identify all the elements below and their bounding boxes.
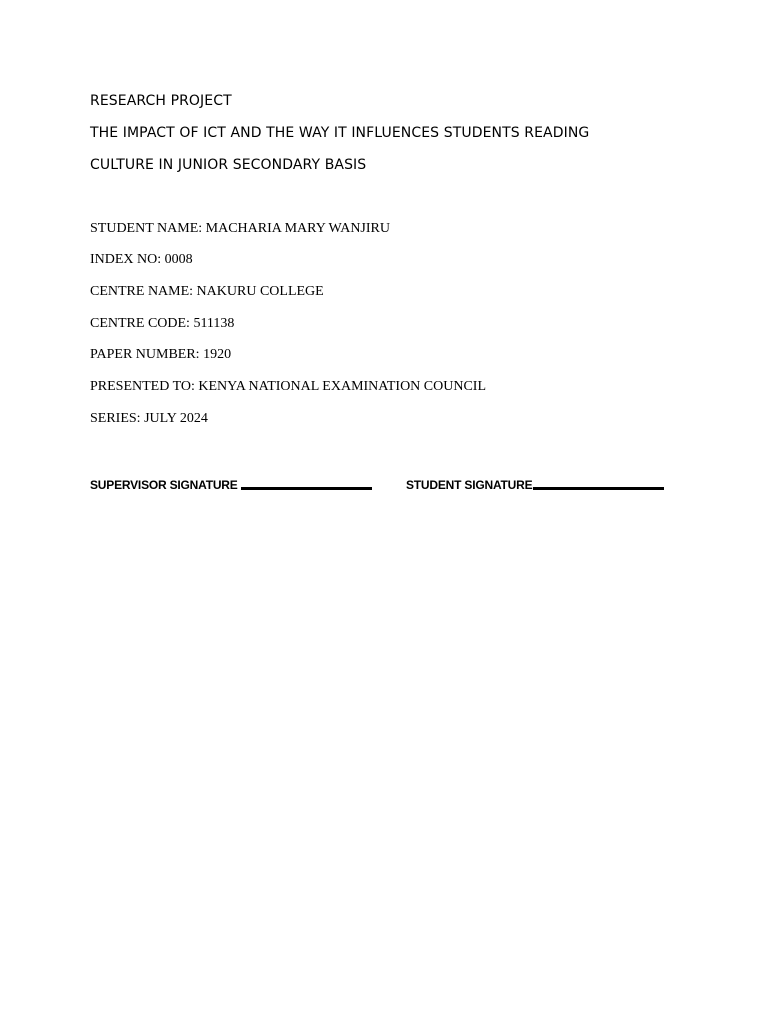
- centre-name: CENTRE NAME: NAKURU COLLEGE: [90, 284, 324, 299]
- supervisor-signature-label: SUPERVISOR SIGNATURE: [90, 478, 238, 492]
- supervisor-signature-line: [241, 487, 372, 490]
- project-title-line-1: THE IMPACT OF ICT AND THE WAY IT INFLUENCES STUDENTS READING: [90, 125, 590, 141]
- centre-code: CENTRE CODE: 511138: [90, 316, 235, 331]
- project-title-line-2: CULTURE IN JUNIOR SECONDARY BASIS: [90, 157, 367, 173]
- student-signature-label: STUDENT SIGNATURE: [406, 478, 533, 492]
- project-type-heading: RESEARCH PROJECT: [90, 93, 232, 109]
- presented-to: PRESENTED TO: KENYA NATIONAL EXAMINATION COUNCIL: [90, 379, 487, 394]
- index-number: INDEX NO: 0008: [90, 252, 193, 267]
- paper-number: PAPER NUMBER: 1920: [90, 347, 232, 362]
- exam-series: SERIES: JULY 2024: [90, 411, 208, 426]
- student-signature-line: [533, 487, 664, 490]
- student-name: STUDENT NAME: MACHARIA MARY WANJIRU: [90, 221, 390, 236]
